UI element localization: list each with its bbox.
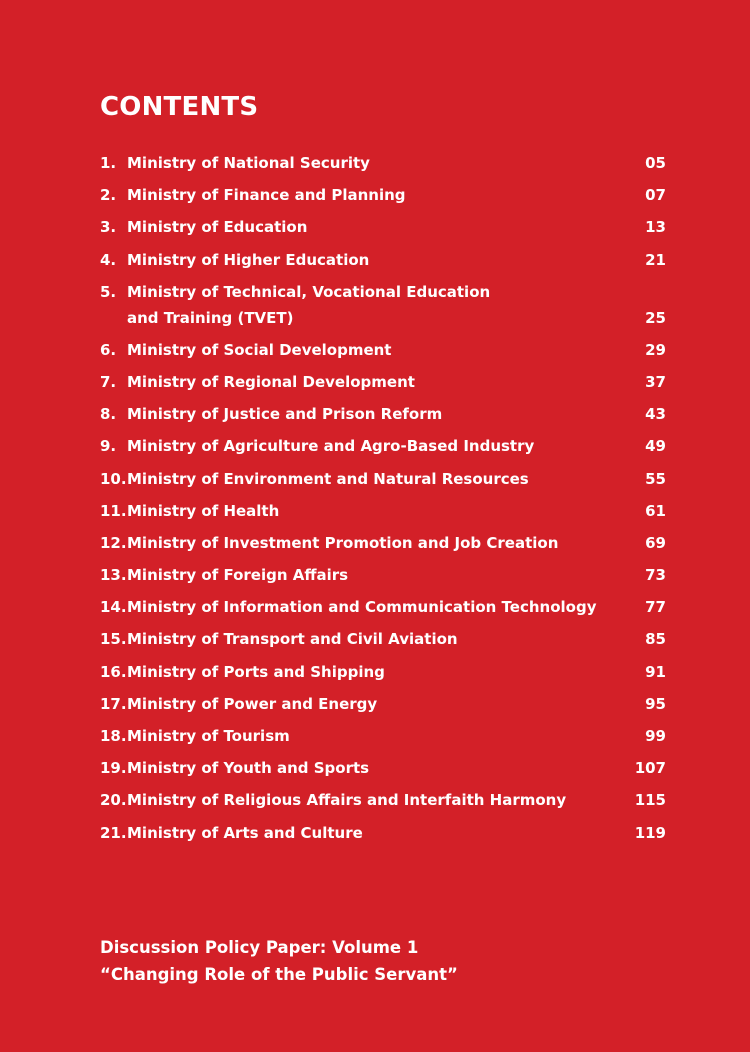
toc-entry-number: 1. — [100, 154, 117, 172]
toc-entry-number: 11. — [100, 501, 127, 520]
toc-entry-number: 3. — [100, 218, 117, 237]
toc-entry-page-number: 107 — [634, 759, 666, 778]
toc-entry-number: 18. — [100, 727, 127, 745]
toc-entry-page-number: 73 — [645, 566, 666, 585]
toc-entry-title — [127, 339, 617, 365]
toc-entry-title — [127, 152, 617, 178]
toc-entry-title-line: Ministry of Investment Promotion and Job Creation — [127, 533, 559, 552]
toc-entry-title-line: Ministry of Technical, Vocational Education — [127, 282, 491, 301]
toc-entry[interactable] — [100, 152, 666, 184]
toc-entry[interactable] — [100, 339, 666, 371]
toc-entry-title — [127, 532, 617, 558]
toc-entry-page-number: 43 — [645, 405, 666, 424]
toc-entry[interactable] — [100, 371, 666, 403]
table-of-contents — [100, 152, 666, 854]
toc-entry-title — [127, 693, 617, 719]
toc-entry-title — [127, 596, 617, 622]
toc-entry-page-number: 13 — [645, 218, 666, 237]
toc-entry-page-number: 85 — [645, 630, 666, 649]
toc-entry-page-number: 119 — [634, 823, 666, 842]
toc-entry[interactable] — [100, 822, 666, 854]
toc-entry-page-number: 29 — [645, 340, 666, 359]
toc-entry[interactable] — [100, 532, 666, 564]
toc-entry-title — [127, 468, 617, 494]
toc-entry[interactable] — [100, 435, 666, 467]
toc-entry-page-number: 37 — [645, 372, 666, 391]
toc-entry-title-line: Ministry of Regional Development — [127, 372, 415, 391]
toc-entry-page-number: 21 — [645, 250, 666, 269]
toc-entry-title-line: Ministry of Finance and Planning — [127, 186, 406, 205]
toc-entry-title-line: Ministry of Education — [127, 218, 308, 237]
toc-entry-title-line: Ministry of Ports and Shipping — [127, 662, 385, 681]
toc-entry[interactable] — [100, 249, 666, 281]
toc-entry-title — [127, 403, 617, 429]
toc-entry-page-number: 61 — [645, 501, 666, 520]
toc-entry-number: 9. — [100, 437, 117, 456]
toc-entry-title-line: Ministry of Foreign Affairs — [127, 566, 349, 585]
toc-entry[interactable] — [100, 628, 666, 660]
toc-entry-title-line: and Training (TVET) — [127, 308, 294, 327]
toc-entry-title — [127, 249, 617, 275]
toc-entry-number: 10. — [100, 469, 127, 488]
toc-entry-number: 8. — [100, 405, 117, 424]
toc-entry-number: 5. — [100, 282, 117, 301]
toc-entry-number: 15. — [100, 630, 127, 649]
toc-entry-number: 6. — [100, 340, 117, 359]
toc-entry-title — [127, 661, 617, 687]
toc-entry[interactable] — [100, 216, 666, 248]
toc-entry-page-number: 115 — [634, 791, 666, 810]
toc-entry-title — [127, 564, 617, 590]
toc-entry-title — [127, 216, 617, 242]
toc-entry-title-line: Ministry of Health — [127, 501, 280, 520]
toc-entry-number: 12. — [100, 533, 127, 552]
toc-entry[interactable] — [100, 564, 666, 596]
toc-entry-number: 7. — [100, 372, 117, 391]
toc-entry-number: 13. — [100, 566, 127, 585]
footer-subtitle: “Changing Role of the Public Servant” — [100, 965, 458, 984]
toc-entry-title — [127, 281, 617, 333]
footer — [100, 934, 458, 988]
toc-entry-title — [127, 435, 617, 461]
toc-entry-page-number: 05 — [645, 154, 666, 172]
toc-entry-title-line: Ministry of Religious Affairs and Interfaith Harmony — [127, 791, 567, 810]
toc-entry-title-line: Ministry of Arts and Culture — [127, 823, 363, 842]
toc-entry-number: 21. — [100, 823, 127, 842]
toc-entry[interactable] — [100, 403, 666, 435]
toc-entry[interactable] — [100, 500, 666, 532]
toc-entry-page-number: 49 — [645, 437, 666, 456]
toc-entry[interactable] — [100, 468, 666, 500]
toc-entry-number: 4. — [100, 250, 117, 269]
toc-entry-title — [127, 628, 617, 654]
toc-entry-number: 19. — [100, 759, 127, 778]
toc-entry-number: 14. — [100, 598, 127, 617]
toc-entry-number: 16. — [100, 662, 127, 681]
toc-entry[interactable] — [100, 757, 666, 789]
toc-entry-title — [127, 757, 617, 783]
toc-entry-page-number: 77 — [645, 598, 666, 617]
toc-entry-number: 17. — [100, 694, 127, 713]
toc-entry-page-number: 91 — [645, 662, 666, 681]
toc-entry-title-line: Ministry of National Security — [127, 154, 370, 172]
toc-entry-number: 20. — [100, 791, 127, 810]
toc-entry-title-line: Ministry of Environment and Natural Resources — [127, 469, 529, 488]
toc-entry-title — [127, 371, 617, 397]
toc-entry-page-number: 07 — [645, 186, 666, 205]
toc-entry[interactable] — [100, 693, 666, 725]
toc-entry-page-number: 99 — [645, 727, 666, 745]
toc-entry-page-number: 55 — [645, 469, 666, 488]
toc-entry[interactable] — [100, 789, 666, 821]
toc-entry[interactable] — [100, 281, 666, 339]
toc-entry-page-number: 95 — [645, 694, 666, 713]
toc-entry[interactable] — [100, 184, 666, 216]
footer-volume: Discussion Policy Paper: Volume 1 — [100, 938, 419, 957]
toc-entry-title-line: Ministry of Power and Energy — [127, 694, 378, 713]
toc-entry-page-number: 25 — [645, 308, 666, 327]
page-title: CONTENTS — [100, 92, 259, 122]
toc-entry-title — [127, 500, 617, 526]
toc-entry-title-line: Ministry of Justice and Prison Reform — [127, 405, 443, 424]
toc-entry-title-line: Ministry of Transport and Civil Aviation — [127, 630, 458, 649]
toc-entry-title — [127, 789, 617, 815]
toc-entry-title — [127, 725, 617, 751]
toc-entry-number: 2. — [100, 186, 117, 205]
toc-entry[interactable] — [100, 596, 666, 628]
toc-entry[interactable] — [100, 725, 666, 757]
toc-entry-title-line: Ministry of Agriculture and Agro-Based Industry — [127, 437, 535, 456]
toc-entry-title-line: Ministry of Social Development — [127, 340, 392, 359]
toc-entry[interactable] — [100, 661, 666, 693]
toc-entry-title — [127, 184, 617, 210]
toc-entry-title-line: Ministry of Information and Communication Technology — [127, 598, 597, 617]
toc-entry-title-line: Ministry of Tourism — [127, 727, 290, 745]
toc-entry-page-number: 69 — [645, 533, 666, 552]
toc-entry-title-line: Ministry of Higher Education — [127, 250, 370, 269]
toc-entry-title-line: Ministry of Youth and Sports — [127, 759, 370, 778]
toc-entry-title — [127, 822, 617, 848]
